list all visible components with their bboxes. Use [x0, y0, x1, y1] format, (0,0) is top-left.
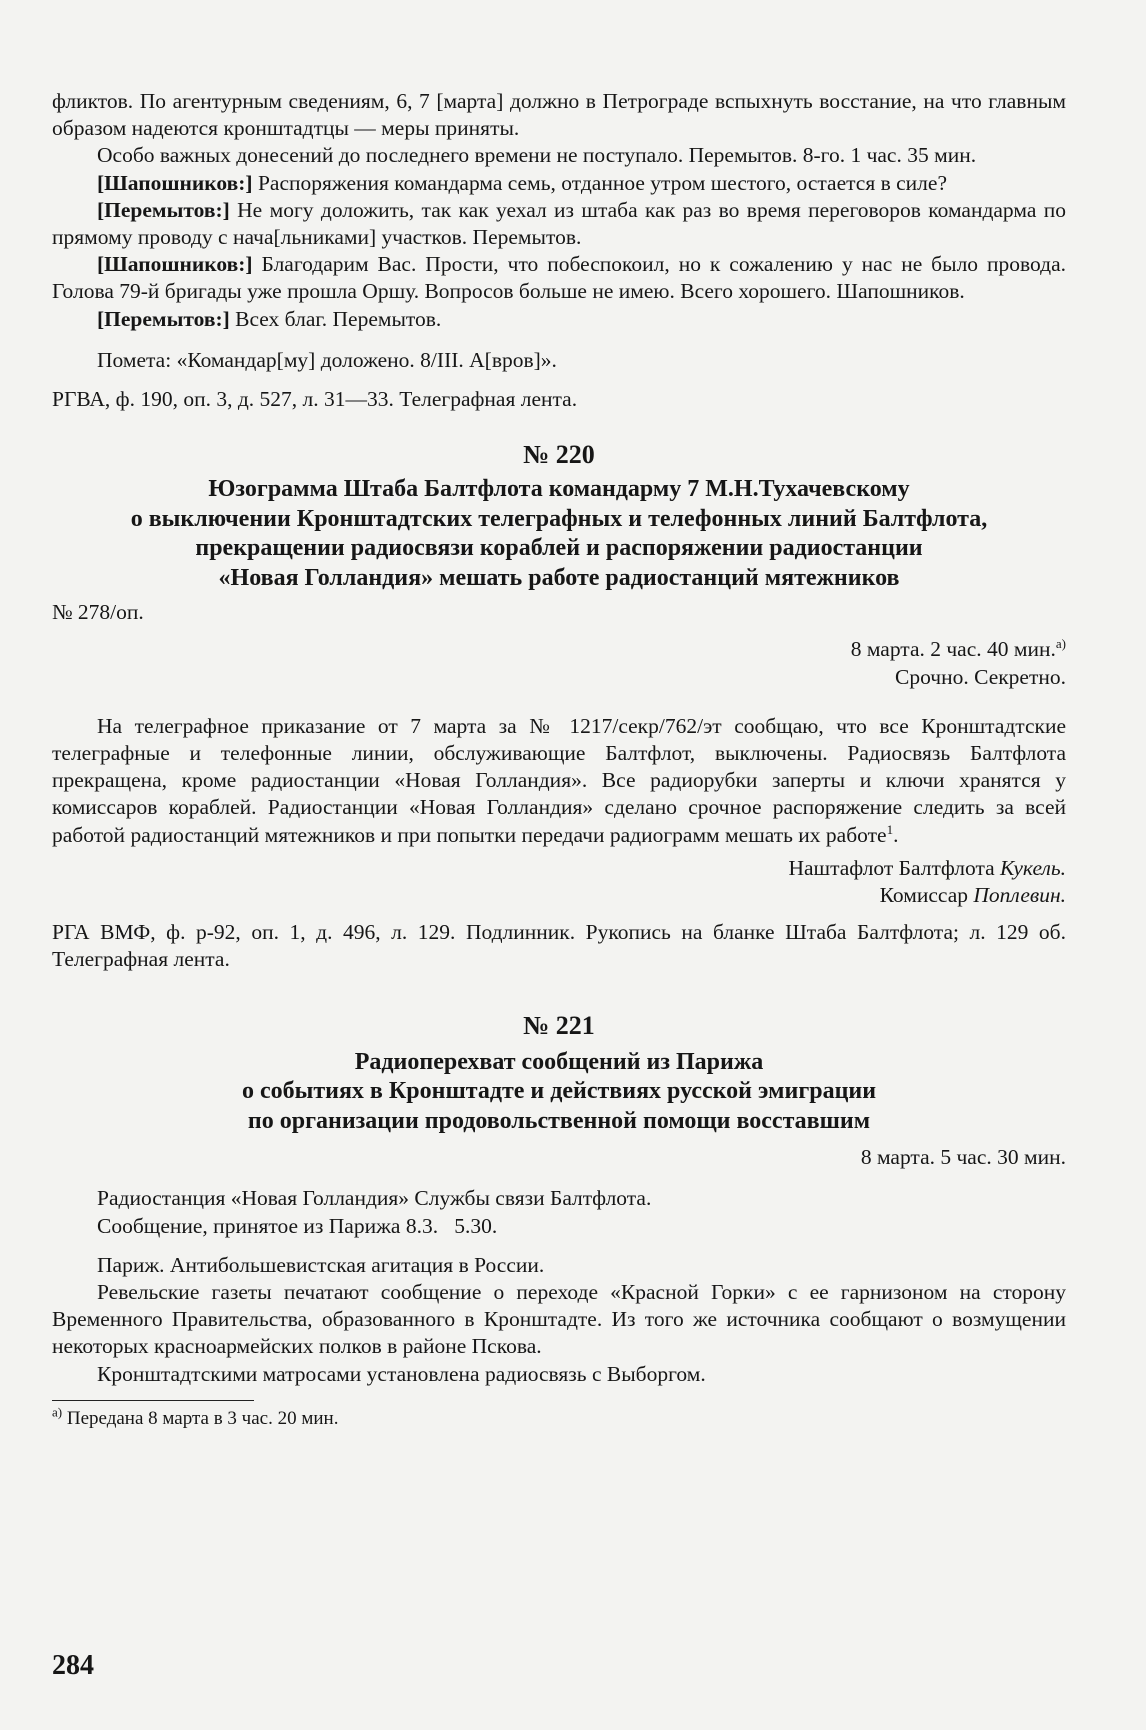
speech: Распоряжения командарма семь, отданное утром шестого, остается в силе? — [252, 170, 947, 195]
document-title: «Новая Голландия» мешать работе радиостанций мятежников — [218, 564, 900, 591]
document-number: № 220 — [523, 440, 595, 470]
footnote-mark: а) — [1055, 636, 1066, 652]
footnote-mark: а) — [52, 1404, 63, 1420]
dialogue-line — [52, 170, 1066, 197]
paragraph: На телеграфное приказание от 7 марта за № 1217/секр/762/эт сообщаю, что все Кронштадтские телеграфные и телефонные линии, обслуживающие Балтфлот, выключены. Радиосвязь Балтфлота прекращена, кроме радиостанции «Новая Голландия». Все радиорубки заперты и ключи хранятся у комиссаров кораблей. Радиостанции «Новая Голландия» сделано срочное распоряжение следить за всей работой радиостанций мятежников и при попытки передачи радиограмм мешать их работе$^1$. — [52, 713, 1066, 847]
footnote-mark: 1 — [886, 821, 894, 837]
source-citation: РГВА, ф. 190, оп. 3, д. 527, л. 31—33. Телеграфная лента. — [52, 387, 578, 412]
source-citation: РГА ВМФ, ф. р-92, оп. 1, д. 496, л. 129. Подлинник. Рукопись на бланке Штаба Балтфлота; л. 129 об. Телеграфная лента. — [52, 920, 1066, 972]
paragraph: Сообщение, принятое из Парижа 8.3. 5.30. — [97, 1213, 498, 1238]
dialogue-line — [52, 197, 1066, 251]
speech: Благодарим Вас. Прости, что побеспокоил, но к сожалению у нас не было провода. Голова 79-й бригады уже прошла Оршу. Вопросов больше не имею. Всего хорошего. Шапошников. — [52, 252, 1066, 304]
document-title: Радиоперехват сообщений из Парижа — [354, 1048, 764, 1075]
document-title: о выключении Кронштадтских телеграфных и телефонных линий Балтфлота, — [130, 505, 988, 532]
paragraph: Ревельские газеты печатают сообщение о переходе «Красной Горки» с ее гарнизоном на сторону Временного Правительства, образованного в Кронштадте. Из того же источника сообщают о возмущении некоторых красноармейских полков в районе Пскова. — [52, 1279, 1066, 1359]
document-date: 8 марта. 2 час. 40 мин.$^{а)}$ — [850, 636, 1066, 662]
paragraph: фликтов. По агентурным сведениям, 6, 7 [марта] должно в Петрограде вспыхнуть восстание, на что главным образом надеются кронштадтцы — меры приняты. — [52, 89, 1066, 141]
document-reference: № 278/оп. — [52, 600, 144, 625]
footnote: $^{а)}$ Передана 8 марта в 3 час. 20 мин. — [52, 1404, 339, 1429]
document-title: Юзограмма Штаба Балтфлота командарму 7 М.Н.Тухачевскому — [208, 476, 910, 503]
footnote-rule — [52, 1400, 254, 1401]
secrecy-stamp: Срочно. Секретно. — [894, 664, 1066, 689]
speaker: [Шапошников:] — [97, 252, 253, 277]
signature: Комиссар Поплевин. — [879, 883, 1066, 908]
paragraph: Кронштадтскими матросами установлена радиосвязь с Выборгом. — [97, 1361, 706, 1386]
document-title: прекращении радиосвязи кораблей и распоряжении радиостанции — [195, 535, 923, 562]
signature: Наштафлот Балтфлота Кукель. — [788, 855, 1066, 880]
speech: Не могу доложить, так как уехал из штаба как раз во время переговоров командарма по прямому проводу с нача[льниками] участков. Перемытов. — [52, 197, 1066, 250]
paragraph: Особо важных донесений до последнего времени не поступало. Перемытов. 8-го. 1 час. 35 мин. — [97, 143, 977, 168]
document-title: о событиях в Кронштадте и действиях русской эмиграции — [241, 1078, 877, 1105]
document-title: по организации продовольственной помощи восставшим — [247, 1107, 871, 1134]
speaker: [Шапошников:] — [97, 170, 253, 195]
paragraph: Париж. Антибольшевистская агитация в России. — [97, 1252, 545, 1277]
archival-note: Помета: «Командар[му] доложено. 8/III. А[вров]». — [97, 347, 557, 372]
dialogue-line — [52, 251, 1066, 305]
document-number: № 221 — [523, 1010, 595, 1040]
page-number: 284 — [52, 1650, 94, 1681]
speaker: [Перемытов:] — [97, 306, 230, 331]
dialogue-line — [52, 306, 1066, 333]
document-date: 8 марта. 5 час. 30 мин. — [860, 1145, 1066, 1170]
speaker: [Перемытов:] — [97, 197, 230, 222]
paragraph: Радиостанция «Новая Голландия» Службы связи Балтфлота. — [97, 1186, 652, 1211]
text-column — [52, 88, 1066, 1431]
speech: Всех благ. Перемытов. — [229, 306, 442, 331]
